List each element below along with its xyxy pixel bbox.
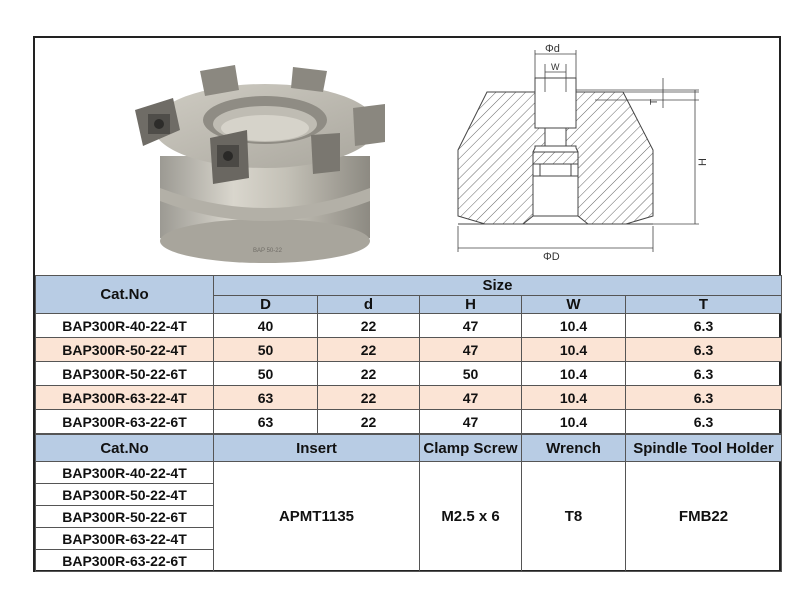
value-D: 63 <box>214 386 318 410</box>
value-T: 6.3 <box>626 362 782 386</box>
value-d: 22 <box>318 314 420 338</box>
cat-number: BAP300R-50-22-4T <box>36 484 214 506</box>
column-header-d: d <box>318 296 420 314</box>
value-D: 63 <box>214 410 318 434</box>
value-T: 6.3 <box>626 314 782 338</box>
face-mill-photo <box>135 65 385 263</box>
dim-label-d: Φd <box>545 43 560 55</box>
table-row <box>36 410 782 434</box>
clamp-screw-header: Clamp Screw <box>420 435 522 462</box>
value-W: 10.4 <box>522 338 626 362</box>
accessory-table <box>35 434 782 572</box>
insert-header: Insert <box>214 435 420 462</box>
value-H: 47 <box>420 386 522 410</box>
cat-number: BAP300R-40-22-4T <box>36 462 214 484</box>
column-header-H: H <box>420 296 522 314</box>
cat-number: BAP300R-50-22-6T <box>36 506 214 528</box>
value-d: 22 <box>318 362 420 386</box>
value-d: 22 <box>318 410 420 434</box>
value-H: 50 <box>420 362 522 386</box>
table-row <box>36 462 782 484</box>
product-sheet <box>33 36 781 572</box>
cross-section-drawing <box>458 50 699 252</box>
value-H: 47 <box>420 338 522 362</box>
wrench-header: Wrench <box>522 435 626 462</box>
value-T: 6.3 <box>626 386 782 410</box>
column-header-D: D <box>214 296 318 314</box>
spindle-tool-holder-header: Spindle Tool Holder <box>626 435 782 462</box>
dim-label-t: T <box>649 98 660 105</box>
cat-number: BAP300R-63-22-6T <box>36 410 214 434</box>
cat-number: BAP300R-40-22-4T <box>36 314 214 338</box>
product-images <box>35 38 783 276</box>
table-row <box>36 386 782 410</box>
value-d: 22 <box>318 386 420 410</box>
cat-number: BAP300R-50-22-6T <box>36 362 214 386</box>
value-T: 6.3 <box>626 410 782 434</box>
value-D: 50 <box>214 338 318 362</box>
cat-number: BAP300R-63-22-4T <box>36 386 214 410</box>
cat-number: BAP300R-63-22-4T <box>36 528 214 550</box>
value-T: 6.3 <box>626 338 782 362</box>
value-W: 10.4 <box>522 386 626 410</box>
size-header: Size <box>214 276 782 296</box>
dim-label-w: W <box>551 62 560 72</box>
table-row <box>36 338 782 362</box>
insert-value: APMT1135 <box>214 462 420 572</box>
value-W: 10.4 <box>522 410 626 434</box>
value-H: 47 <box>420 314 522 338</box>
value-D: 50 <box>214 362 318 386</box>
value-W: 10.4 <box>522 362 626 386</box>
cat-number: BAP300R-63-22-6T <box>36 550 214 572</box>
column-header-W: W <box>522 296 626 314</box>
dim-label-h: H <box>697 158 709 166</box>
value-D: 40 <box>214 314 318 338</box>
table-row <box>36 314 782 338</box>
value-d: 22 <box>318 338 420 362</box>
wrench-value: T8 <box>522 462 626 572</box>
column-header-T: T <box>626 296 782 314</box>
value-H: 47 <box>420 410 522 434</box>
cat-number: BAP300R-50-22-4T <box>36 338 214 362</box>
spindle-tool-holder-value: FMB22 <box>626 462 782 572</box>
value-W: 10.4 <box>522 314 626 338</box>
clamp-screw-value: M2.5 x 6 <box>420 462 522 572</box>
catno-header: Cat.No <box>36 276 214 314</box>
dim-label-D: ΦD <box>543 251 560 263</box>
tool-marking: BAP 50-22 <box>253 248 282 254</box>
catno-header: Cat.No <box>36 435 214 462</box>
table-row <box>36 362 782 386</box>
size-table <box>35 275 782 434</box>
